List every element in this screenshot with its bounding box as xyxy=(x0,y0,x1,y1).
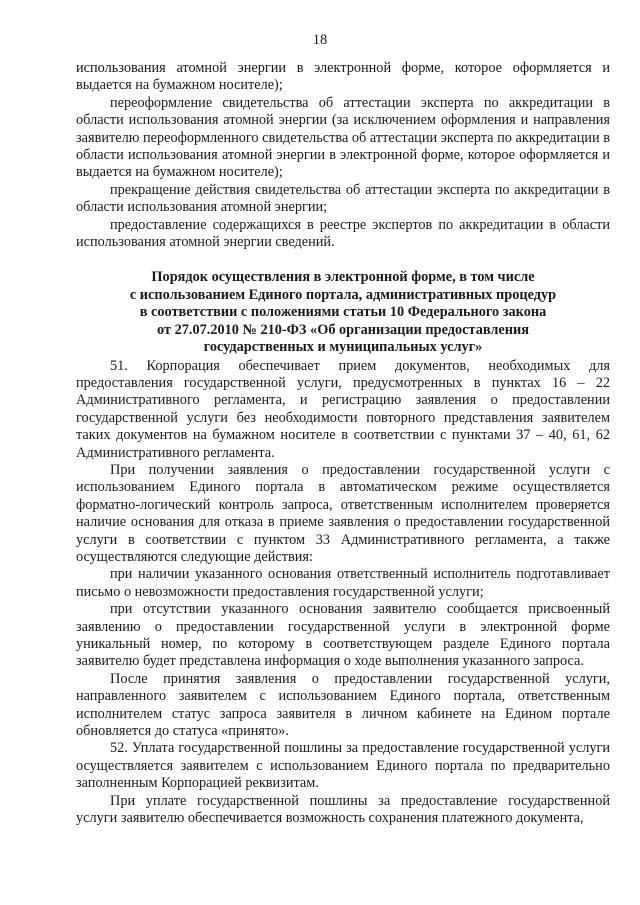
paragraph: прекращение действия свидетельства об аттестации эксперта по аккредитации в области использования атомной энергии; xyxy=(76,181,610,216)
page-number: 18 xyxy=(312,32,328,48)
paragraph: при отсутствии указанного основания заявителю сообщается присвоенный заявлению о предоставлении государственной услуги в электронной форме уникальный номер, по которому в соответствующем разделе Единого портала заявителю будет представлена информация о ходе выполнения указанного запроса. xyxy=(76,601,610,670)
section-heading-line: с использованием Единого портала, административных процедур xyxy=(129,286,557,303)
section-heading-line: Порядок осуществления в электронной форме, в том числе xyxy=(151,269,535,286)
paragraph: использования атомной энергии в электронной форме, которое оформляется и выдается на бумажном носителе); xyxy=(76,60,610,94)
document-body xyxy=(76,60,610,827)
paragraph: При уплате государственной пошлины за предоставление государственной услуги заявителю обеспечивается возможность сохранения платежного документа, xyxy=(76,792,610,827)
paragraph: переоформление свидетельства об аттестации эксперта по аккредитации в области использования атомной энергии (за исключением оформления и направления заявителю переоформленного свидетельства об аттестации эксперта по аккредитации в области использования атомной энергии в электронной форме, которое оформляется и выдается на бумажном носителе); xyxy=(76,94,610,181)
paragraph: При получении заявления о предоставлении государственной услуги с использованием Единого портала в автоматическом режиме осуществляется форматно-логический контроль запроса, ответственным исполнителем проверяется наличие основания для отказа в приеме заявления о предоставлении государственной услуги в соответствии с пунктом 33 Административного регламента, а также осуществляются следующие действия: xyxy=(76,461,610,565)
section-heading-line: от 27.07.2010 № 210-ФЗ «Об организации предоставления xyxy=(157,321,529,338)
paragraph-item-51: 51. Корпорация обеспечивает прием документов, необходимых для предоставления государственной услуги, предусмотренных в пунктах 16 – 22 Административного регламента, и регистрацию заявления о предоставлении государственной услуги без необходимости повторного представления заявителем таких документов на бумажном носителе в соответствии с пунктами 37 – 40, 61, 62 Административного регламента. xyxy=(76,357,610,461)
paragraph: при наличии указанного основания ответственный исполнитель подготавливает письмо о невозможности предоставления государственной услуги; xyxy=(76,566,610,600)
paragraph: предоставление содержащихся в реестре экспертов по аккредитации в области использования атомной энергии сведений. xyxy=(76,216,610,251)
section-heading-line: государственных и муниципальных услуг» xyxy=(203,339,483,356)
section-heading xyxy=(76,269,610,356)
section-heading-line: в соответствии с положениями статьи 10 Федерального закона xyxy=(139,304,547,321)
paragraph-item-52: 52. Уплата государственной пошлины за предоставление государственной услуги осуществляется заявителем с использованием Единого портала по предварительно заполненным Корпорацией реквизитам. xyxy=(76,740,610,792)
paragraph: После принятия заявления о предоставлении государственной услуги, направленного заявителем с использованием Единого портала, ответственным исполнителем статус запроса заявителя в личном кабинете на Едином портале обновляется до статуса «принято». xyxy=(76,670,610,740)
